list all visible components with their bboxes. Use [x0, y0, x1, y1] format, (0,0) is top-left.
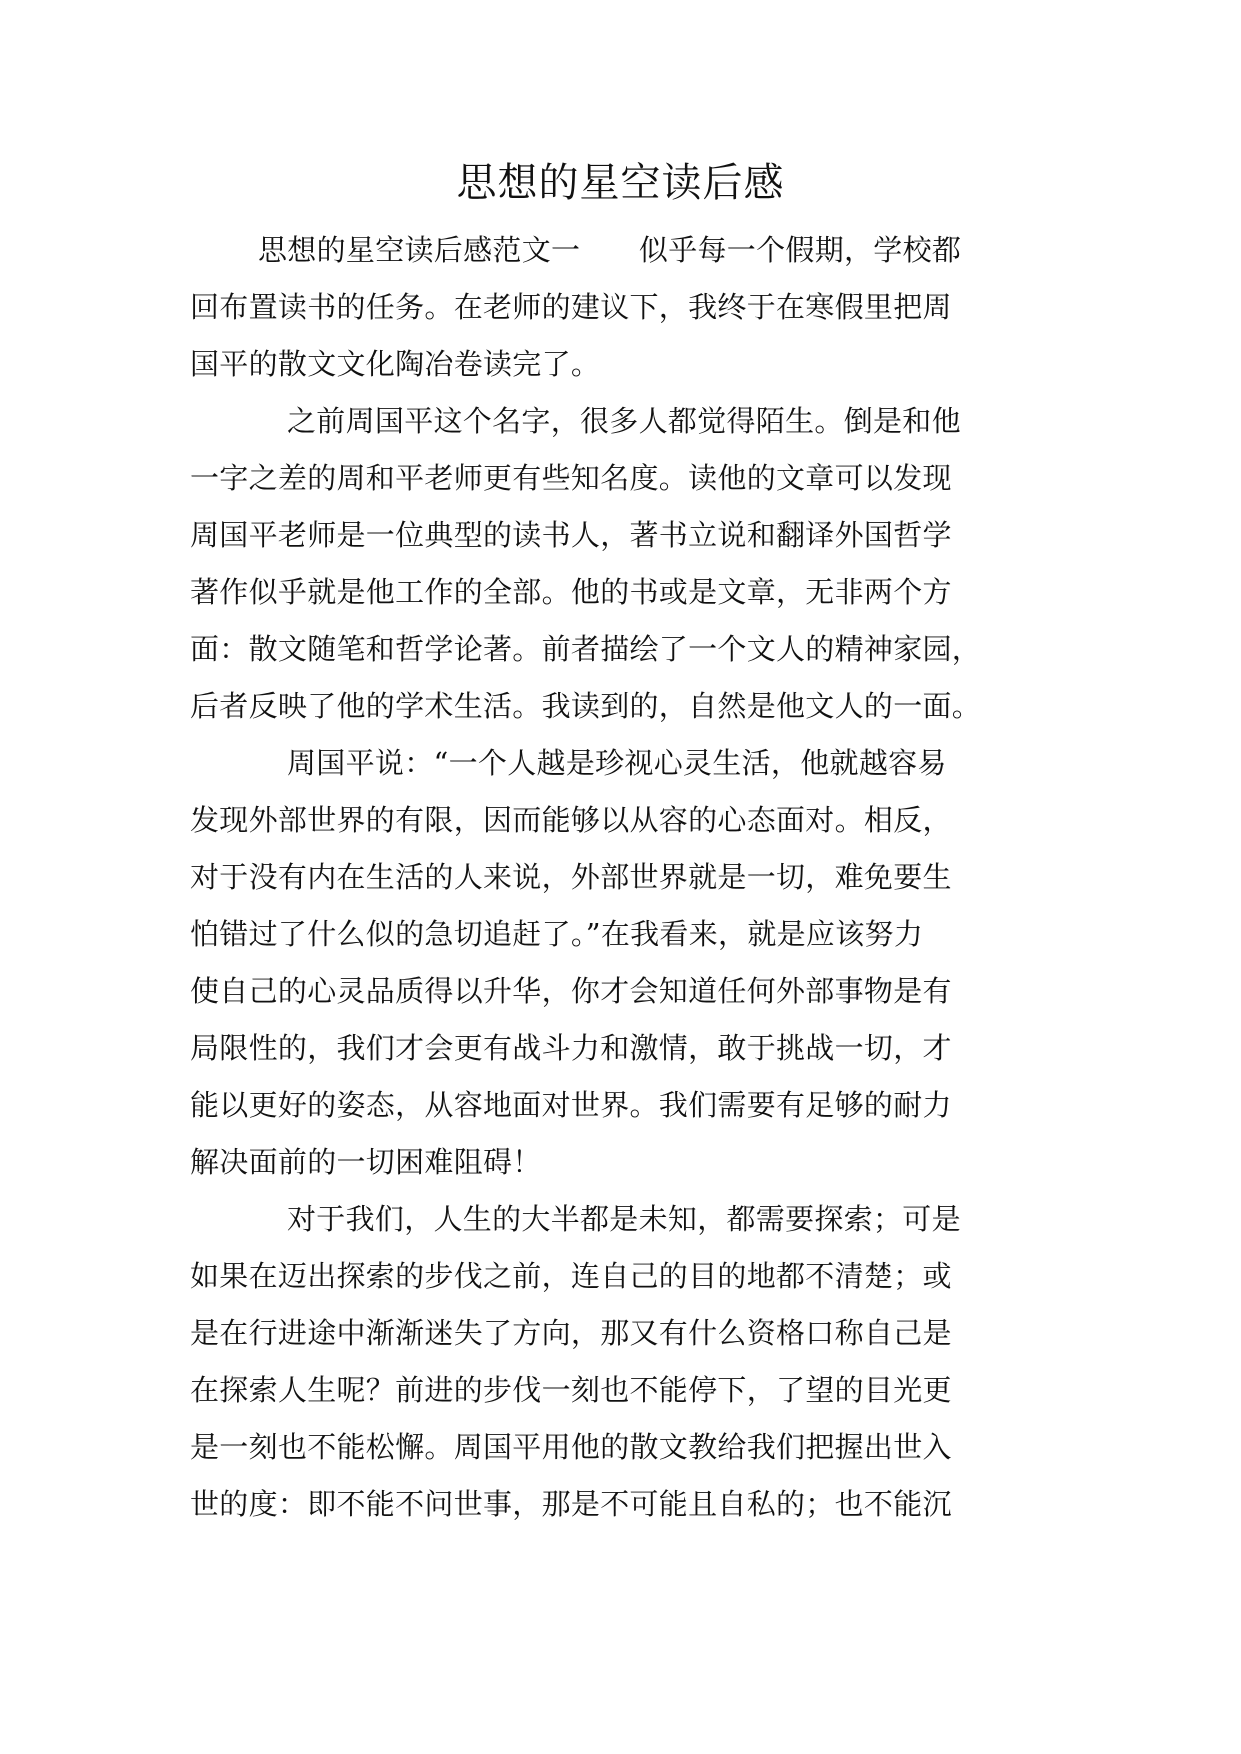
- text-line: 对于没有内在生活的人来说，外部世界就是一切，难免要生: [190, 860, 952, 894]
- text-line: 面：散文随笔和哲学论著。前者描绘了一个文人的精神家园，: [190, 632, 982, 666]
- text-line: 国平的散文文化陶冶卷读完了。: [190, 347, 601, 381]
- text-line: 是一刻也不能松懈。周国平用他的散文教给我们把握出世入: [190, 1430, 952, 1464]
- text-line: 能以更好的姿态，从容地面对世界。我们需要有足够的耐力: [190, 1088, 952, 1122]
- text-line: 在探索人生呢？前进的步伐一刻也不能停下，了望的目光更: [190, 1373, 952, 1407]
- text-line: 使自己的心灵品质得以升华，你才会知道任何外部事物是有: [190, 974, 952, 1008]
- text-line: 一字之差的周和平老师更有些知名度。读他的文章可以发现: [190, 461, 952, 495]
- text-line: 著作似乎就是他工作的全部。他的书或是文章，无非两个方: [190, 575, 952, 609]
- text-line: 怕错过了什么似的急切追赶了。”在我看来，就是应该努力: [190, 917, 924, 951]
- text-line: 局限性的，我们才会更有战斗力和激情，敢于挑战一切，才: [190, 1031, 952, 1065]
- text-line: 发现外部世界的有限，因而能够以从容的心态面对。相反，: [190, 803, 952, 837]
- text-line: 世的度：即不能不问世事，那是不可能且自私的；也不能沉: [190, 1487, 952, 1521]
- text-line: 解决面前的一切困难阻碍！: [190, 1145, 542, 1179]
- text-line: 之前周国平这个名字，很多人都觉得陌生。倒是和他: [287, 404, 961, 438]
- text-line: 周国平说：“一个人越是珍视心灵生活，他就越容易: [287, 746, 947, 780]
- text-line: 对于我们，人生的大半都是未知，都需要探索；可是: [287, 1202, 961, 1236]
- text-line: 回布置读书的任务。在老师的建议下，我终于在寒假里把周: [190, 290, 952, 324]
- document-body: [190, 222, 1056, 1533]
- text-line: 后者反映了他的学术生活。我读到的，自然是他文人的一面。: [190, 689, 982, 723]
- document-title: 思想的星空读后感: [456, 160, 785, 206]
- text-line: 思想的星空读后感范文一 似乎每一个假期，学校都: [258, 233, 962, 267]
- text-line: 如果在迈出探索的步伐之前，连自己的目的地都不清楚；或: [190, 1259, 952, 1293]
- text-line: 周国平老师是一位典型的读书人，著书立说和翻译外国哲学: [190, 518, 952, 552]
- text-line: 是在行进途中渐渐迷失了方向，那又有什么资格口称自己是: [190, 1316, 952, 1350]
